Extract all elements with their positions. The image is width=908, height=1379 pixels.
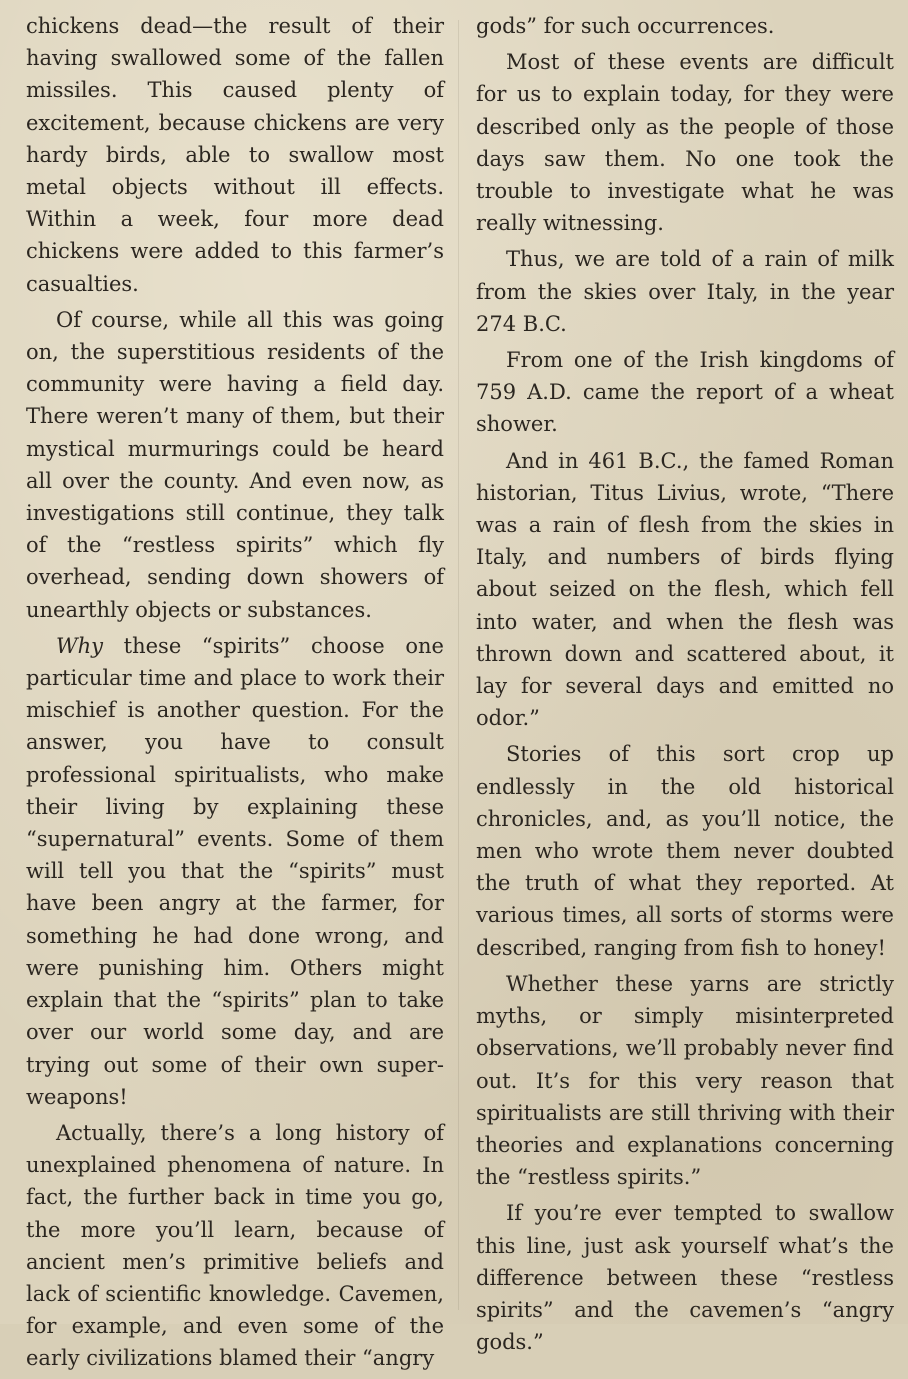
paragraph: Thus, we are told of a rain of milk from the skies over Italy, in the year 274 B.C.	[476, 247, 894, 336]
paragraph: From one of the Irish kingdoms of 759 A.D. came the report of a wheat shower.	[476, 348, 894, 437]
right-column	[476, 10, 894, 1362]
column-gutter	[458, 20, 459, 1310]
paragraph: chickens dead—the result of their having swallowed some of the fallen missiles. This caused plenty of excitement, because chickens are very hardy birds, able to swallow most metal objects without ill effects. Within a week, four more dead chickens were added to this farmer’s casualties.	[26, 14, 444, 296]
paragraph-text: these “spirits” choose one particular time and place to work their mischief is another question. For the answer, you have to consult professional spiritualists, who make their living by explaining these “supernatural” events. Some of them will tell you that the “spirits” must have been angry at the farmer, for something he had done wrong, and were punishing him. Others might explain that the “spirits” plan to take over our world some day, and are trying out some of their own super-weapons!	[26, 633, 444, 1109]
paragraph: gods” for such occurrences.	[476, 14, 775, 38]
paragraph: Of course, while all this was going on, the superstitious residents of the community were having a field day. There weren’t many of them, but their mystical murmurings could be heard all over the county. And even now, as investigations still continue, they talk of the “restless spirits” which fly overhead, sending down showers of unearthly objects or substances.	[26, 307, 444, 622]
paragraph: Stories of this sort crop up endlessly in the old historical chronicles, and, as you’ll notice, the men who wrote them never doubted the truth of what they reported. At various times, all sorts of storms were described, ranging from fish to honey!	[476, 742, 894, 960]
paragraph: If you’re ever tempted to swallow this line, just ask yourself what’s the difference between these “restless spirits” and the cavemen’s “angry gods.”	[476, 1201, 894, 1355]
paragraph: Actually, there’s a long history of unexplained phenomena of nature. In fact, the further back in time you go, the more you’ll learn, because of ancient men’s primitive beliefs and lack of scientific knowledge. Cavemen, for example, and even some of the early civilizations blamed their “angry	[26, 1120, 444, 1371]
paragraph: Most of these events are difficult for us to explain today, for they were described only as the people of those days saw them. No one took the trouble to investigate what he was really witnessing.	[476, 50, 894, 236]
paragraph	[26, 630, 444, 1113]
paragraph: And in 461 B.C., the famed Roman historian, Titus Livius, wrote, “There was a rain of flesh from the skies in Italy, and numbers of birds flying about seized on the flesh, which fell into water, and when the flesh was thrown down and scattered about, it lay for several days and emitted no odor.”	[476, 448, 894, 731]
paragraph: Whether these yarns are strictly myths, or simply misinterpreted observations, we’ll probably never find out. It’s for this very reason that spiritualists are still thriving with their theories and explanations concerning the “restless spirits.”	[476, 971, 894, 1190]
left-column	[26, 10, 444, 1379]
emphasized-word: Why	[56, 633, 103, 658]
